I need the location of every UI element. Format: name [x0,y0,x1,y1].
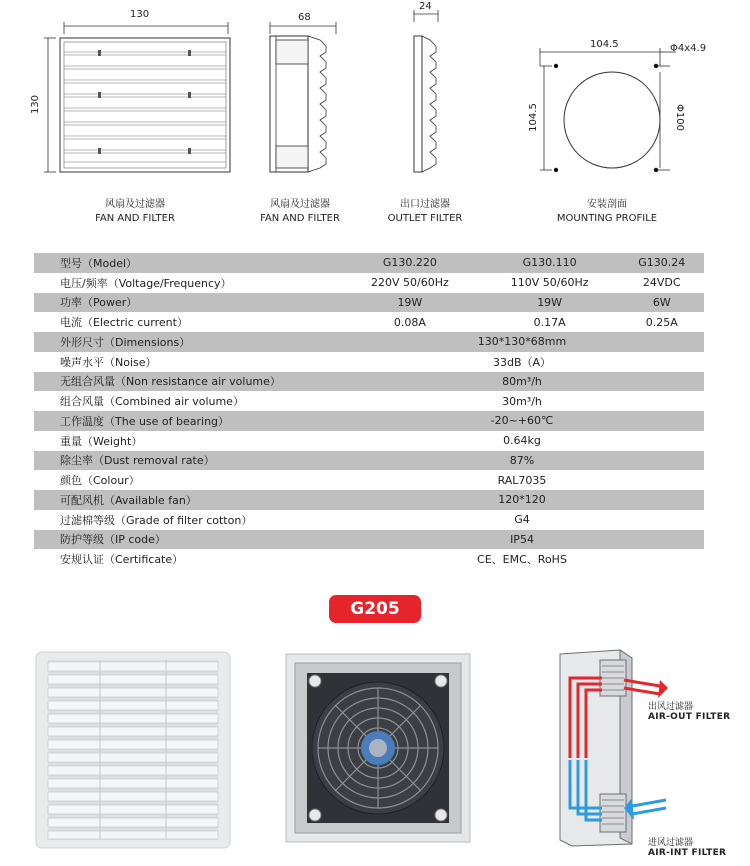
fan-assembly-photo [285,653,471,843]
spec-label: 重量（Weight） [60,434,143,448]
spec-value: G4 [514,513,530,527]
table-row [34,470,704,490]
table-row [34,352,704,372]
front-caption-cn: 风扇及过滤器 [105,199,165,210]
table-row [34,391,704,411]
side-caption-en: FAN AND FILTER [260,213,340,224]
table-row [34,451,704,471]
spec-label: 安规认证（Certificate） [60,553,184,567]
spec-label: 颜色（Colour） [60,474,140,488]
table-row [34,490,704,510]
spec-value: G130.220 [340,253,480,273]
spec-value: 80m³/h [340,372,704,392]
front-caption-en: FAN AND FILTER [95,213,175,224]
table-row [34,312,704,332]
spec-label: 可配风机（Available fan） [34,490,340,510]
spec-value: 24VDC [642,276,681,290]
spec-value: 120*120 [340,490,704,510]
air-arrows [620,670,670,830]
table-row [34,332,704,352]
air-out-label-en: AIR-OUT FILTER [648,712,731,722]
spec-value: 130*130*68mm [340,332,704,352]
table-row [34,510,704,530]
front-height-dim: 130 [30,94,42,115]
spec-label: 除尘率（Dust removal rate） [34,451,340,471]
spec-value: 110V 50/60Hz [510,276,589,290]
technical-drawings [0,0,750,230]
spec-label: 噪声水平（Noise） [60,355,157,369]
spec-value: G130.24 [620,253,705,273]
mounting-holes [554,64,658,172]
mount-caption-en: MOUNTING PROFILE [556,213,658,224]
mount-cutout-dim: Φ100 [673,104,685,131]
table-row [34,411,704,431]
spec-label: 防护等级（IP code） [34,530,340,550]
air-out-label-cn: 出风过滤器 [648,702,694,712]
filter-grille-photo [34,650,232,850]
spec-label: 工作温度（The use of bearing） [34,411,340,431]
table-row [34,253,704,273]
spec-value: CE、EMC、RoHS [477,553,567,567]
side-caption-cn: 风扇及过滤器 [270,199,330,210]
spec-value: 30m³/h [502,394,542,408]
front-width-dim: 130 [130,9,150,20]
outlet-caption-cn: 出口过滤器 [400,199,450,210]
spec-value: 0.17A [533,315,566,329]
mount-caption-cn: 安装剖面 [587,199,627,210]
spec-label: 型号（Model） [34,253,340,273]
spec-value: -20~+60℃ [340,411,704,431]
side-depth-dim: 68 [298,12,311,23]
spec-value: 33dB（A） [492,355,552,369]
spec-value: 6W [620,293,705,313]
outlet-view-drawing [414,10,438,172]
spec-value: 19W [340,293,480,313]
spec-label: 过滤棉等级（Grade of filter cotton） [60,513,253,527]
mount-hspacing-dim: 104.5 [590,39,619,50]
spec-value: RAL7035 [497,473,547,487]
spec-label: 电流（Electric current） [60,316,188,330]
table-row [34,372,704,392]
table-row [34,530,704,550]
air-in-label-en: AIR-INT FILTER [648,848,727,858]
spec-label: 无组合风量（Non resistance air volume） [34,372,340,392]
spec-label: 功率（Power） [34,293,340,313]
spec-table [34,253,704,569]
spec-value: 220V 50/60Hz [370,276,449,290]
air-in-label-cn: 进风过滤器 [648,838,694,848]
model-badge: G205 [329,595,421,623]
table-row [34,293,704,313]
spec-value: 0.25A [645,315,678,329]
spec-value: IP54 [340,530,704,550]
side-view-drawing [270,22,336,172]
spec-value: 0.64kg [503,434,541,448]
table-row [34,549,704,569]
spec-label: 外形尺寸（Dimensions） [34,332,340,352]
spec-label: 电压/频率（Voltage/Frequency） [60,276,232,290]
outlet-caption-en: OUTLET FILTER [387,213,463,224]
mount-hole-spec: Φ4x4.9 [670,43,707,54]
outlet-depth-dim: 24 [419,1,432,12]
front-view-drawing [60,38,230,172]
spec-value: 87% [340,451,704,471]
table-row [34,273,704,293]
table-row [34,431,704,451]
spec-value: 19W [480,293,620,313]
spec-label: 组合风量（Combined air volume） [60,395,244,409]
spec-value: 0.08A [393,315,426,329]
spec-value: G130.110 [480,253,620,273]
mount-vspacing-dim: 104.5 [527,103,539,132]
